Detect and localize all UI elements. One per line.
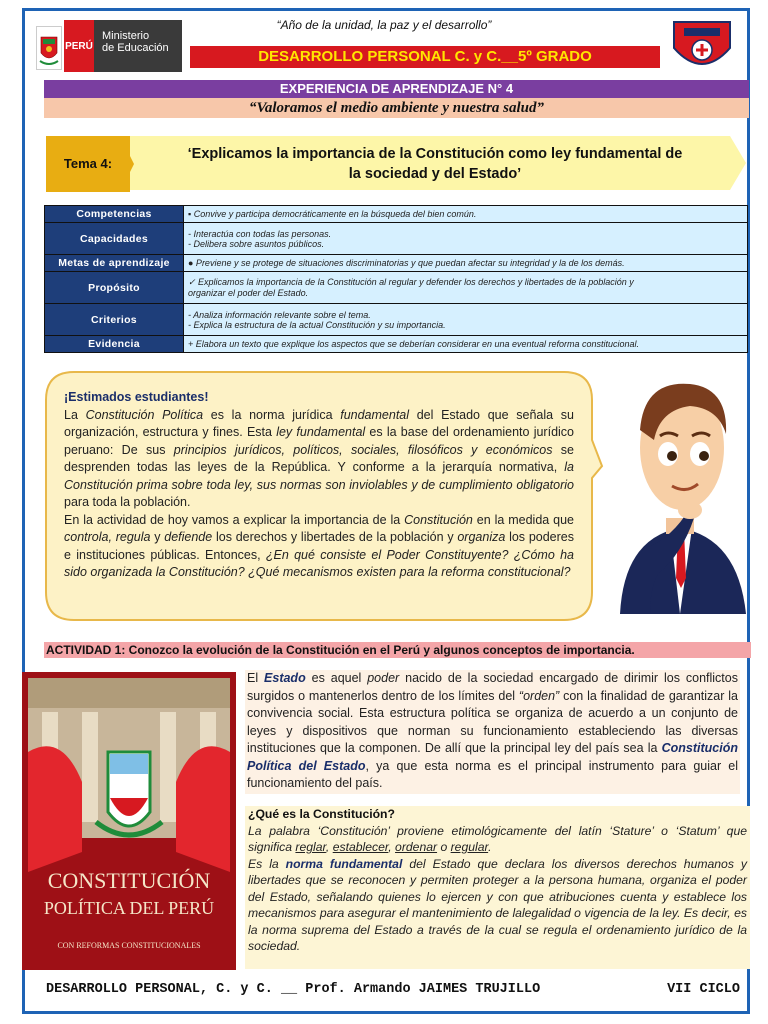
ministry-line-2: de Educación bbox=[102, 42, 169, 54]
tema-title-line-1: ‘Explicamos la importancia de la Constitución como ley fundamental de bbox=[187, 146, 683, 162]
table-row-header: Evidencia bbox=[45, 336, 184, 353]
table-row bbox=[45, 304, 748, 336]
text-run: o bbox=[437, 840, 451, 854]
text-run: ordenar bbox=[395, 840, 438, 854]
ministry-line-1: Ministerio bbox=[102, 30, 150, 42]
table-row bbox=[45, 255, 748, 272]
table-row-header: Propósito bbox=[45, 272, 184, 304]
constitution-definition-body bbox=[248, 823, 747, 955]
text-run: reglar bbox=[295, 840, 326, 854]
experience-title: EXPERIENCIA DE APRENDIZAJE N° 4 bbox=[44, 80, 749, 98]
book-subtitle: CON REFORMAS CONSTITUCIONALES bbox=[57, 941, 201, 950]
text-run: , ya que esta norma es el principal instrumento para guiar el funcionamiento del país. bbox=[247, 758, 738, 790]
peru-logo-block: PERÚ bbox=[64, 20, 94, 72]
text-run: controla, regula bbox=[64, 530, 151, 544]
table-cell-line: ▪ Convive y participa democráticamente en la búsqueda del bien común. bbox=[188, 209, 477, 219]
text-run: en la medida que bbox=[472, 512, 574, 527]
text-run: es la base del ordenamiento jurídico peruano: De sus bbox=[64, 425, 574, 457]
text-run: , bbox=[325, 840, 333, 854]
table-cell-line: organizar el poder del Estado. bbox=[188, 288, 309, 298]
table-row-value bbox=[184, 272, 748, 304]
table-row-value bbox=[184, 336, 748, 353]
table-cell-line: + Elabora un texto que explique los aspectos que se deberían considerar en una eventual reforma constitucional. bbox=[188, 339, 640, 349]
text-run: del Estado que señala su organización, estructura y fines. Esta bbox=[64, 407, 574, 439]
intro-text bbox=[64, 389, 574, 582]
text-run: la Constitución prima sobre toda ley, sus normas son inviolables y de cumplimiento obligatorio bbox=[64, 460, 574, 492]
text-run: En la actividad de hoy vamos a explicar la importancia de la bbox=[64, 512, 405, 527]
table-cell-line: ✓ Explicamos la importancia de la Constitución al regular y defender los derechos y libertades de la población y bbox=[188, 277, 634, 287]
peru-coat-of-arms-icon bbox=[36, 26, 62, 70]
text-run: nacido de la sociedad encargado de dirimir los conflictos surgidos o mantenerlos dentro de los límites del bbox=[247, 671, 738, 703]
text-run: principios jurídicos, políticos, sociales, filosóficos y económicos bbox=[173, 442, 553, 457]
text-run: Es la bbox=[248, 856, 286, 871]
text-run: Constitución Política bbox=[85, 407, 204, 422]
tema-title-line-2: la sociedad y del Estado’ bbox=[348, 166, 522, 182]
text-run: los derechos y libertades de la población y bbox=[212, 530, 458, 544]
table-row-value bbox=[184, 255, 748, 272]
activity-title: ACTIVIDAD 1: Conozco la evolución de la Constitución en el Perú y algunos conceptos de importancia. bbox=[44, 642, 751, 658]
text-run: los poderes e instituciones públicas. Entonces, bbox=[64, 530, 574, 562]
table-row-header: Competencias bbox=[45, 206, 184, 223]
text-run: organiza bbox=[457, 530, 506, 544]
text-run: Constitución bbox=[404, 512, 473, 527]
text-run: para toda la población. bbox=[64, 495, 191, 509]
text-run: La palabra ‘Constitución’ proviene etimológicamente del latín ‘Stature’ o ‘Statum’ que significa bbox=[248, 823, 747, 854]
text-run: ¿En qué consiste el Poder Constituyente? ¿Cómo ha sido organizada la Constitución? ¿Qué mecanismos existen para la reforma constitucional? bbox=[64, 547, 574, 579]
text-run: Estado bbox=[264, 671, 306, 685]
footer-author: DESARROLLO PERSONAL, C. y C. __ Prof. Armando JAIMES TRUJILLO bbox=[46, 982, 541, 997]
table-row-header: Capacidades bbox=[45, 223, 184, 255]
text-run: Constitución Política del Estado bbox=[247, 741, 738, 773]
text-run: El bbox=[247, 671, 265, 685]
tema-title bbox=[140, 144, 730, 184]
text-run: . bbox=[488, 840, 492, 854]
constitution-definition-title: ¿Qué es la Constitución? bbox=[248, 807, 395, 821]
tema-label: Tema 4: bbox=[63, 156, 113, 171]
text-run: es la norma jurídica bbox=[203, 407, 341, 422]
footer-cycle: VII CICLO bbox=[667, 982, 740, 997]
text-run: poder bbox=[367, 671, 400, 685]
table-row bbox=[45, 206, 748, 223]
text-run: norma fundamental bbox=[285, 856, 403, 871]
national-motto: “Año de la unidad, la paz y el desarrollo” bbox=[276, 18, 492, 32]
table-row-value bbox=[184, 304, 748, 336]
table-row-header: Criterios bbox=[45, 304, 184, 336]
constitution-book-cover bbox=[22, 672, 236, 970]
text-run: establecer bbox=[332, 840, 389, 854]
text-run: ley fundamental bbox=[276, 425, 366, 439]
competencies-table bbox=[44, 205, 748, 353]
course-title: DESARROLLO PERSONAL C. y C.__5º GRADO bbox=[190, 46, 660, 68]
text-run: del Estado que declara los diversos derechos humanos y libertades que se reconocen y permiten proteger a la persona humana, organiza el poder del Estado, señalando quienes lo ejercen y con que atribuciones cuenta y establece los mecanismos para asegurar el mantenimiento de lalegalidad o vigencia de la ley. Es decir, es la norma suprema del Estado a través de la cual se regula el ordenamiento jurídico de la sociedad. bbox=[248, 856, 747, 953]
table-row-header: Metas de aprendizaje bbox=[45, 255, 184, 272]
table-cell-line: - Analiza información relevante sobre el tema. bbox=[188, 309, 371, 320]
book-title-line-2: POLÍTICA DEL PERÚ bbox=[43, 898, 215, 918]
text-run: “orden” bbox=[518, 688, 560, 703]
table-cell-line: - Delibera sobre asuntos públicos. bbox=[188, 238, 325, 249]
estado-definition bbox=[245, 670, 740, 794]
intro-paragraph-2 bbox=[64, 512, 574, 582]
footer bbox=[46, 982, 746, 997]
table-cell-line: - Explica la estructura de la actual Constitución y su importancia. bbox=[188, 319, 446, 330]
intro-paragraph-1 bbox=[64, 407, 574, 512]
constitution-definition bbox=[245, 806, 750, 969]
text-run: se desprenden todas las leyes de la República. Y conforme a la jerarquía normativa, bbox=[64, 442, 574, 474]
table-row bbox=[45, 223, 748, 255]
text-run: La bbox=[64, 407, 86, 422]
thinking-man-illustration bbox=[610, 378, 752, 614]
text-run: es aquel bbox=[305, 671, 368, 685]
ministry-logo bbox=[94, 20, 182, 72]
table-row-value bbox=[184, 223, 748, 255]
text-run: regular bbox=[450, 840, 489, 854]
table-cell-line: ● Previene y se protege de situaciones discriminatorias y que puedan afectar su integridad y la de los demás. bbox=[188, 258, 625, 268]
text-run: defiende bbox=[164, 530, 213, 544]
experience-subtitle: “Valoramos el medio ambiente y nuestra salud” bbox=[44, 98, 749, 118]
book-title-line-1: CONSTITUCIÓN bbox=[47, 868, 211, 893]
text-run: , bbox=[388, 840, 396, 854]
text-run: y bbox=[150, 530, 165, 544]
text-run: con la finalidad de garantizar la convivencia social. Esta estructura política se organiza de acuerdo a un conjunto de leyes y dispositivos que norman su funcionamiento estableciendo las diversas instituciones que la componen. De allí que la principal ley del país sea la bbox=[247, 688, 738, 755]
table-row bbox=[45, 336, 748, 353]
text-run: fundamental bbox=[340, 407, 410, 422]
school-emblem-icon bbox=[670, 18, 734, 76]
table-row bbox=[45, 272, 748, 304]
table-row-value bbox=[184, 206, 748, 223]
intro-greeting: ¡Estimados estudiantes! bbox=[64, 390, 209, 404]
table-cell-line: - Interactúa con todas las personas. bbox=[188, 228, 332, 239]
